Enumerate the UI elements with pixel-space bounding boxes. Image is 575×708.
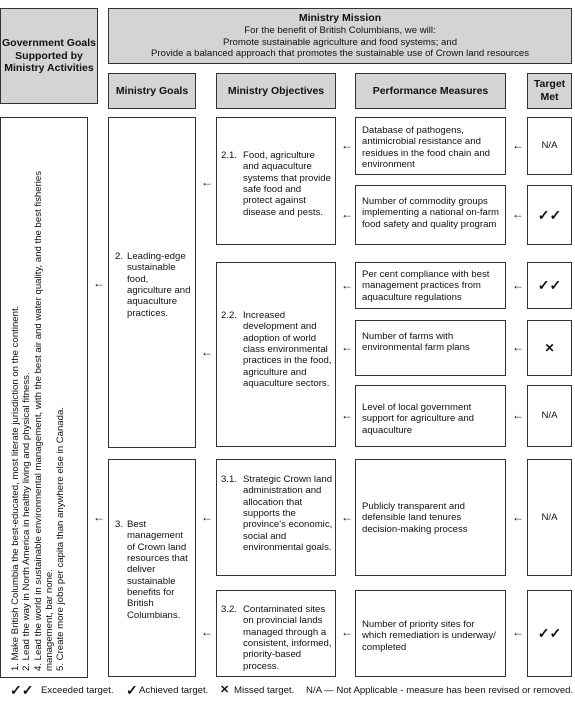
target-2-box	[527, 185, 572, 245]
arrow-left-icon: ←	[201, 345, 213, 359]
arrow-left-icon: ←	[341, 138, 353, 152]
arrow-left-icon: ←	[512, 278, 524, 292]
measures-header-label: Performance Measures	[372, 84, 489, 97]
target-2-value: ✓✓	[537, 206, 562, 223]
exceeded-target-icon: ✓✓	[10, 682, 34, 698]
measure-2-box	[355, 185, 506, 245]
arrow-left-icon: ←	[93, 276, 105, 290]
measure-5-box	[355, 385, 506, 447]
measure-7-text: Number of priority sites for which remediation is underway/ completed	[362, 619, 496, 653]
target-7-value: ✓✓	[537, 625, 562, 641]
measures-header	[355, 73, 506, 109]
objective-3-1-box	[216, 459, 336, 576]
measure-4-text: Number of farms with environmental farm plans	[362, 331, 470, 354]
measure-3-box	[355, 262, 506, 309]
ministry-goal-3-num: 3.	[115, 519, 124, 530]
mission-line-1: For the benefit of British Columbians, we will:	[244, 25, 436, 37]
measure-1-text: Database of pathogens, antimicrobial resistance and residues in the food chain and environment	[362, 125, 491, 170]
measure-6-box	[355, 459, 506, 576]
mission-line-2: Promote sustainable agriculture and food systems; and	[222, 36, 458, 48]
objective-2-1-text: Food, agriculture and aquaculture systems that provide safe food and protect against disease and pests.	[243, 150, 331, 218]
mission-box	[108, 8, 572, 64]
target-met-header	[527, 73, 572, 109]
ministry-goals-header-label: Ministry Goals	[115, 84, 189, 97]
arrow-left-icon: ←	[341, 207, 353, 221]
target-3-value: ✓✓	[537, 277, 562, 293]
gov-goals-header	[0, 8, 98, 104]
gov-goal-4: 4. Lead the world in sustainable environmental management, with the best air and water quality, and the best fisheries management, bar none.	[32, 170, 55, 671]
target-6-value: N/A	[541, 511, 558, 523]
gov-goal-5: 5. Create more jobs per capita than anywhere else in Canada.	[55, 407, 67, 671]
measure-4-box	[355, 320, 506, 376]
ministry-goal-2-text: Leading-edge sustainable food, agriculture and aquaculture practices.	[127, 251, 191, 319]
measure-7-box	[355, 590, 506, 677]
government-goals-box	[0, 117, 88, 678]
target-5-value: N/A	[541, 410, 558, 422]
objective-2-2-text: Increased development and adoption of world class environmental practices in the food, agriculture and aquaculture sectors.	[243, 310, 332, 389]
measure-6-text: Publicly transparent and defensible land tenures decision-making process	[362, 501, 468, 535]
gov-goals-header-label: Government Goals Supported by Ministry Activities	[2, 37, 96, 75]
ministry-goal-2-num: 2.	[115, 251, 124, 262]
objectives-header-label: Ministry Objectives	[227, 84, 325, 97]
target-5-box	[527, 385, 572, 447]
mission-title: Ministry Mission	[298, 12, 382, 25]
target-4-box	[527, 320, 572, 376]
target-1-value: N/A	[541, 140, 558, 152]
arrow-left-icon: ←	[512, 510, 524, 524]
objective-3-2-text: Contaminated sites on provincial lands managed through a consistent, informed, priority-based process.	[243, 604, 332, 672]
target-3-box	[527, 262, 572, 309]
objectives-header	[216, 73, 336, 109]
gov-goal-2: 2. Lead the way in North America in healthy living and physical fitness.	[21, 372, 33, 671]
legend-na: N/A — Not Applicable - measure has been revised or removed.	[306, 685, 574, 696]
objective-3-1-text: Strategic Crown land administration and allocation that supports the province's economic, social and environmental goals.	[243, 474, 333, 553]
gov-goal-1: 1. Make British Columbia the best-educated, most literate jurisdiction on the continent.	[10, 305, 21, 671]
target-4-value: ✕	[544, 341, 555, 355]
mission-line-3: Provide a balanced approach that promotes the sustainable use of Crown land resources	[150, 48, 530, 60]
objective-3-2-box	[216, 590, 336, 677]
ministry-goals-header	[108, 73, 196, 109]
measure-5-text: Level of local government support for agriculture and aquaculture	[362, 402, 474, 436]
objective-3-1-num: 3.1.	[221, 474, 238, 485]
measure-3-text: Per cent compliance with best management practices from aquaculture regulations	[362, 269, 490, 303]
arrow-left-icon: ←	[93, 510, 105, 524]
achieved-target-icon: ✓	[126, 682, 138, 698]
arrow-left-icon: ←	[512, 408, 524, 422]
measure-1-box	[355, 117, 506, 175]
ministry-goal-3-box	[108, 459, 196, 677]
objective-2-2-box	[216, 262, 336, 447]
measure-2-text: Number of commodity groups implementing a national on-farm food safety and quality program	[362, 196, 500, 230]
arrow-left-icon: ←	[201, 510, 213, 524]
ministry-goal-2-box	[108, 117, 196, 448]
arrow-left-icon: ←	[201, 625, 213, 639]
legend-achieved: Achieved target.	[139, 685, 209, 696]
ministry-goal-3-text: Best management of Crown land resources that deliver sustainable benefits for British Columbians.	[127, 519, 188, 621]
arrow-left-icon: ←	[341, 278, 353, 292]
missed-target-icon: ✕	[220, 684, 230, 696]
arrow-left-icon: ←	[512, 138, 524, 152]
legend-exceeded: Exceeded target.	[41, 685, 114, 696]
objective-2-1-box	[216, 117, 336, 245]
objective-2-1-num: 2.1.	[221, 150, 238, 161]
legend-missed: Missed target.	[234, 685, 295, 696]
arrow-left-icon: ←	[341, 625, 353, 639]
arrow-left-icon: ←	[341, 510, 353, 524]
target-7-box	[527, 590, 572, 677]
target-1-box	[527, 117, 572, 175]
target-met-header-label: Target Met	[533, 78, 566, 103]
objective-2-2-num: 2.2.	[221, 310, 238, 321]
arrow-left-icon: ←	[201, 175, 213, 189]
objective-3-2-num: 3.2.	[221, 604, 238, 615]
target-6-box	[527, 459, 572, 576]
arrow-left-icon: ←	[341, 340, 353, 354]
arrow-left-icon: ←	[512, 207, 524, 221]
arrow-left-icon: ←	[341, 408, 353, 422]
arrow-left-icon: ←	[512, 340, 524, 354]
arrow-left-icon: ←	[512, 625, 524, 639]
